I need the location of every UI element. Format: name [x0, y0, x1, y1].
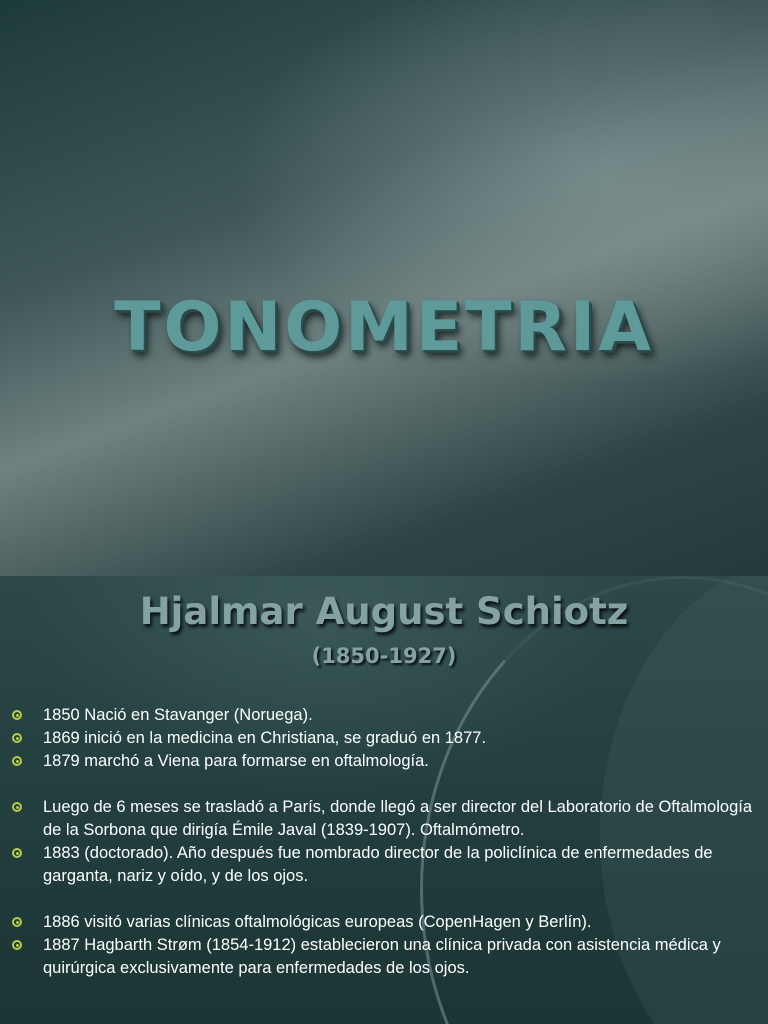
circle-bullet-icon — [12, 733, 22, 743]
list-item — [0, 842, 760, 888]
bullet-text: 1879 marchó a Viena para formarse en oftalmología. — [43, 752, 429, 770]
list-item — [0, 704, 760, 727]
circle-bullet-icon — [12, 710, 22, 720]
slide-title: Hjalmar August Schiotz — [139, 590, 629, 633]
bullet-text: 1869 inició en la medicina en Christiana, se graduó en 1877. — [43, 729, 487, 747]
list-item — [0, 727, 760, 750]
bullet-list — [0, 704, 760, 980]
circle-bullet-icon — [12, 917, 22, 927]
list-item — [0, 934, 760, 980]
slide-title: TONOMETRIA — [114, 288, 654, 367]
list-item — [0, 911, 760, 934]
circle-bullet-icon — [12, 940, 22, 950]
bullet-text: 1886 visitó varias clínicas oftalmológicas europeas (CopenHagen y Berlín). — [43, 913, 592, 931]
bullet-text: 1850 Nació en Stavanger (Noruega). — [43, 706, 313, 724]
biography-slide — [0, 576, 768, 1024]
list-item — [0, 796, 760, 842]
circle-bullet-icon — [12, 756, 22, 766]
bullet-text: Luego de 6 meses se trasladó a París, donde llegó a ser director del Laboratorio de Oftalmología de la Sorbona que dirigía Émile Javal (1839-1907). Oftalmómetro. — [43, 798, 753, 839]
circle-bullet-icon — [12, 802, 22, 812]
bullet-text: 1887 Hagbarth Strøm (1854-1912) establecieron una clínica privada con asistencia médica y quirúrgica exclusivamente para enfermedades de los ojos. — [43, 936, 721, 977]
list-item — [0, 750, 760, 773]
slide-subtitle: (1850-1927) — [311, 644, 457, 668]
bullet-text: 1883 (doctorado). Año después fue nombrado director de la policlínica de enfermedades de garganta, nariz y oído, y de los ojos. — [43, 844, 713, 885]
circle-bullet-icon — [12, 848, 22, 858]
